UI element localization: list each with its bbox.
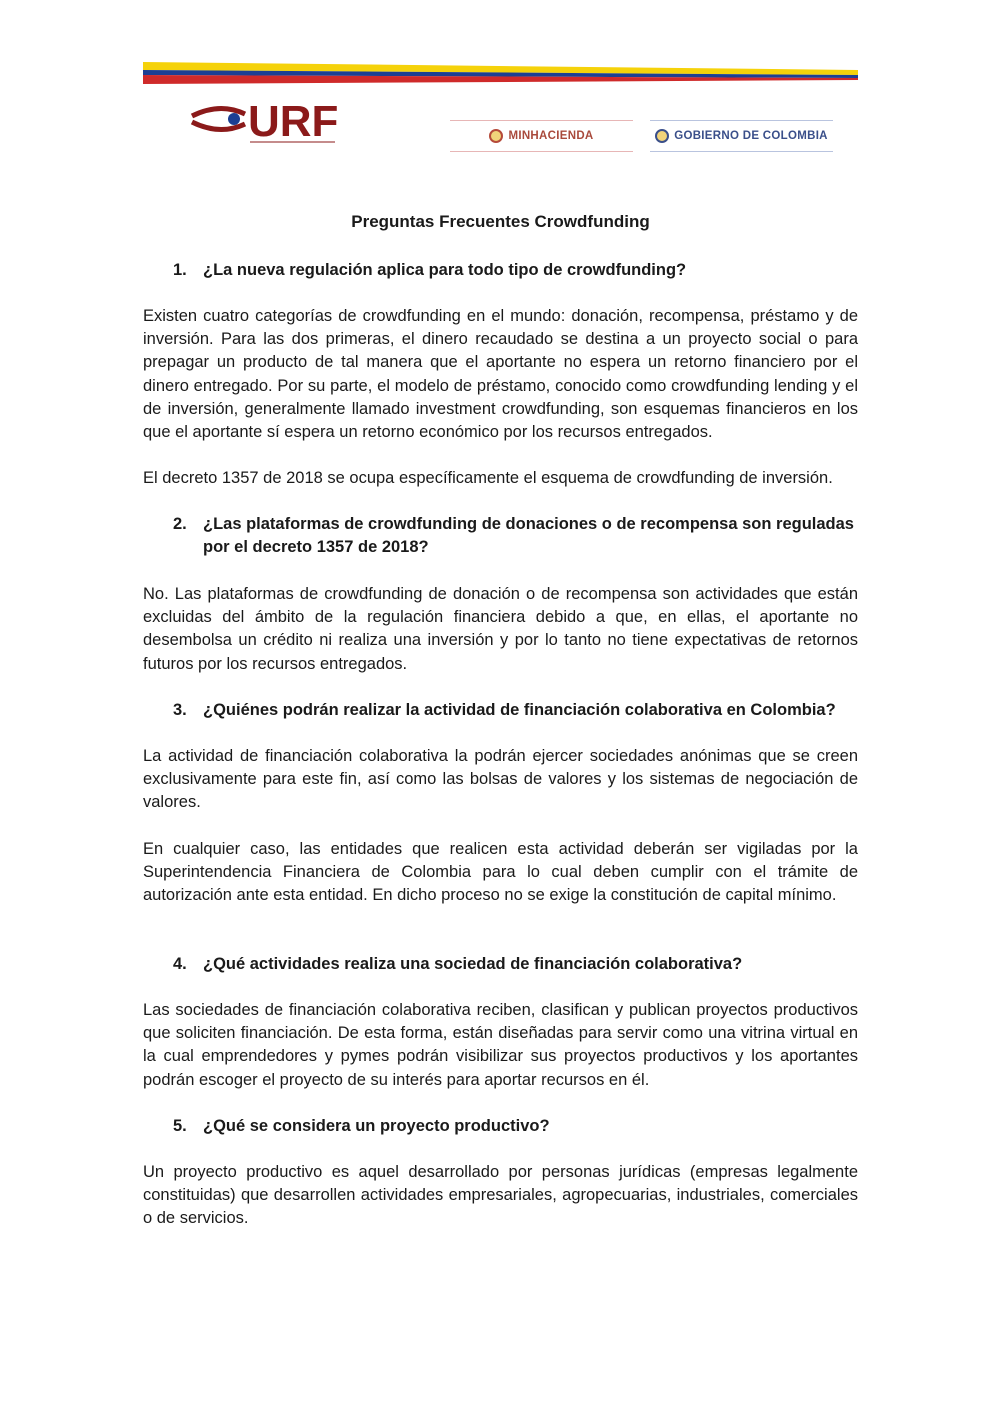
question-text: ¿Las plataformas de crowdfunding de donaciones o de recompensa son reguladas por el decreto 1357 de 2018?: [203, 515, 854, 556]
logo-text: URF: [248, 97, 339, 146]
question-number: 5.: [173, 1117, 187, 1135]
urf-logo: [190, 96, 350, 158]
question-2: [173, 513, 858, 559]
paragraph: El decreto 1357 de 2018 se ocupa específicamente el esquema de crowdfunding de inversión.: [143, 469, 833, 487]
coat-of-arms-icon: [489, 129, 503, 143]
paragraph: Un proyecto productivo es aquel desarrollado por personas jurídicas (empresas legalmente constituidas) que desarrollen actividades empresariales, agropecuarias, industriales, comerciales o de servicios.: [143, 1163, 858, 1228]
gobierno-label: GOBIERNO DE COLOMBIA: [674, 130, 828, 142]
gobierno-colombia-logo: [650, 120, 833, 152]
paragraph: En cualquier caso, las entidades que realicen esta actividad deberán ser vigiladas por la Superintendencia Financiera de Colombia para lo cual deben cumplir con el trámite de autorización ante esta entidad. En dicho proceso no se exige la constitución de capital mínimo.: [143, 840, 858, 905]
paragraph: No. Las plataformas de crowdfunding de donación o de recompensa son actividades que están excluidas del ámbito de la regulación financiera debido a que, en ellas, el aportante no desembolsa un crédito ni realiza una inversión y por lo tanto no tiene expectativas de retornos futuros por los recursos entregados.: [143, 585, 858, 673]
question-text: ¿Quiénes podrán realizar la actividad de financiación colaborativa en Colombia?: [203, 701, 836, 719]
question-4: [173, 953, 858, 976]
colombia-flag-bar: [143, 62, 858, 84]
question-number: 2.: [173, 515, 187, 533]
question-number: 1.: [173, 261, 187, 279]
question-text: ¿Qué se considera un proyecto productivo?: [203, 1117, 550, 1135]
paragraph: Existen cuatro categorías de crowdfunding en el mundo: donación, recompensa, préstamo y de inversión. Para las dos primeras, el dinero recaudado se destina a un proyecto social o para prepagar un producto de tal manera que el aportante no espera un retorno financiero por el dinero entregado. Por su parte, el modelo de préstamo, conocido como crowdfunding lending y el de inversión, generalmente llamado investment crowdfunding, son esquemas financieros en los que el aportante sí espera un retorno económico por los recursos entregados.: [143, 307, 858, 442]
question-number: 4.: [173, 955, 187, 973]
minhacienda-logo: [450, 120, 633, 152]
question-3: [173, 699, 858, 722]
question-text: ¿Qué actividades realiza una sociedad de financiación colaborativa?: [203, 955, 743, 973]
coat-of-arms-icon: [655, 129, 669, 143]
question-5: [173, 1115, 858, 1138]
question-text: ¿La nueva regulación aplica para todo tipo de crowdfunding?: [203, 261, 687, 279]
question-1: [173, 259, 858, 282]
paragraph: La actividad de financiación colaborativa la podrán ejercer sociedades anónimas que se creen exclusivamente para este fin, así como las bolsas de valores y los sistemas de negociación de valores.: [143, 747, 858, 812]
document-title: Preguntas Frecuentes Crowdfunding: [351, 212, 650, 231]
paragraph: Las sociedades de financiación colaborativa reciben, clasifican y publican proyectos productivos que soliciten financiación. De esta forma, están diseñadas para servir como una vitrina virtual en la cual emprendedores y pymes podrán visibilizar sus proyectos productivos y los aportantes podrán escoger el proyecto de su interés para aportar recursos en él.: [143, 1001, 858, 1089]
minhacienda-label: MINHACIENDA: [508, 130, 594, 142]
question-number: 3.: [173, 701, 187, 719]
